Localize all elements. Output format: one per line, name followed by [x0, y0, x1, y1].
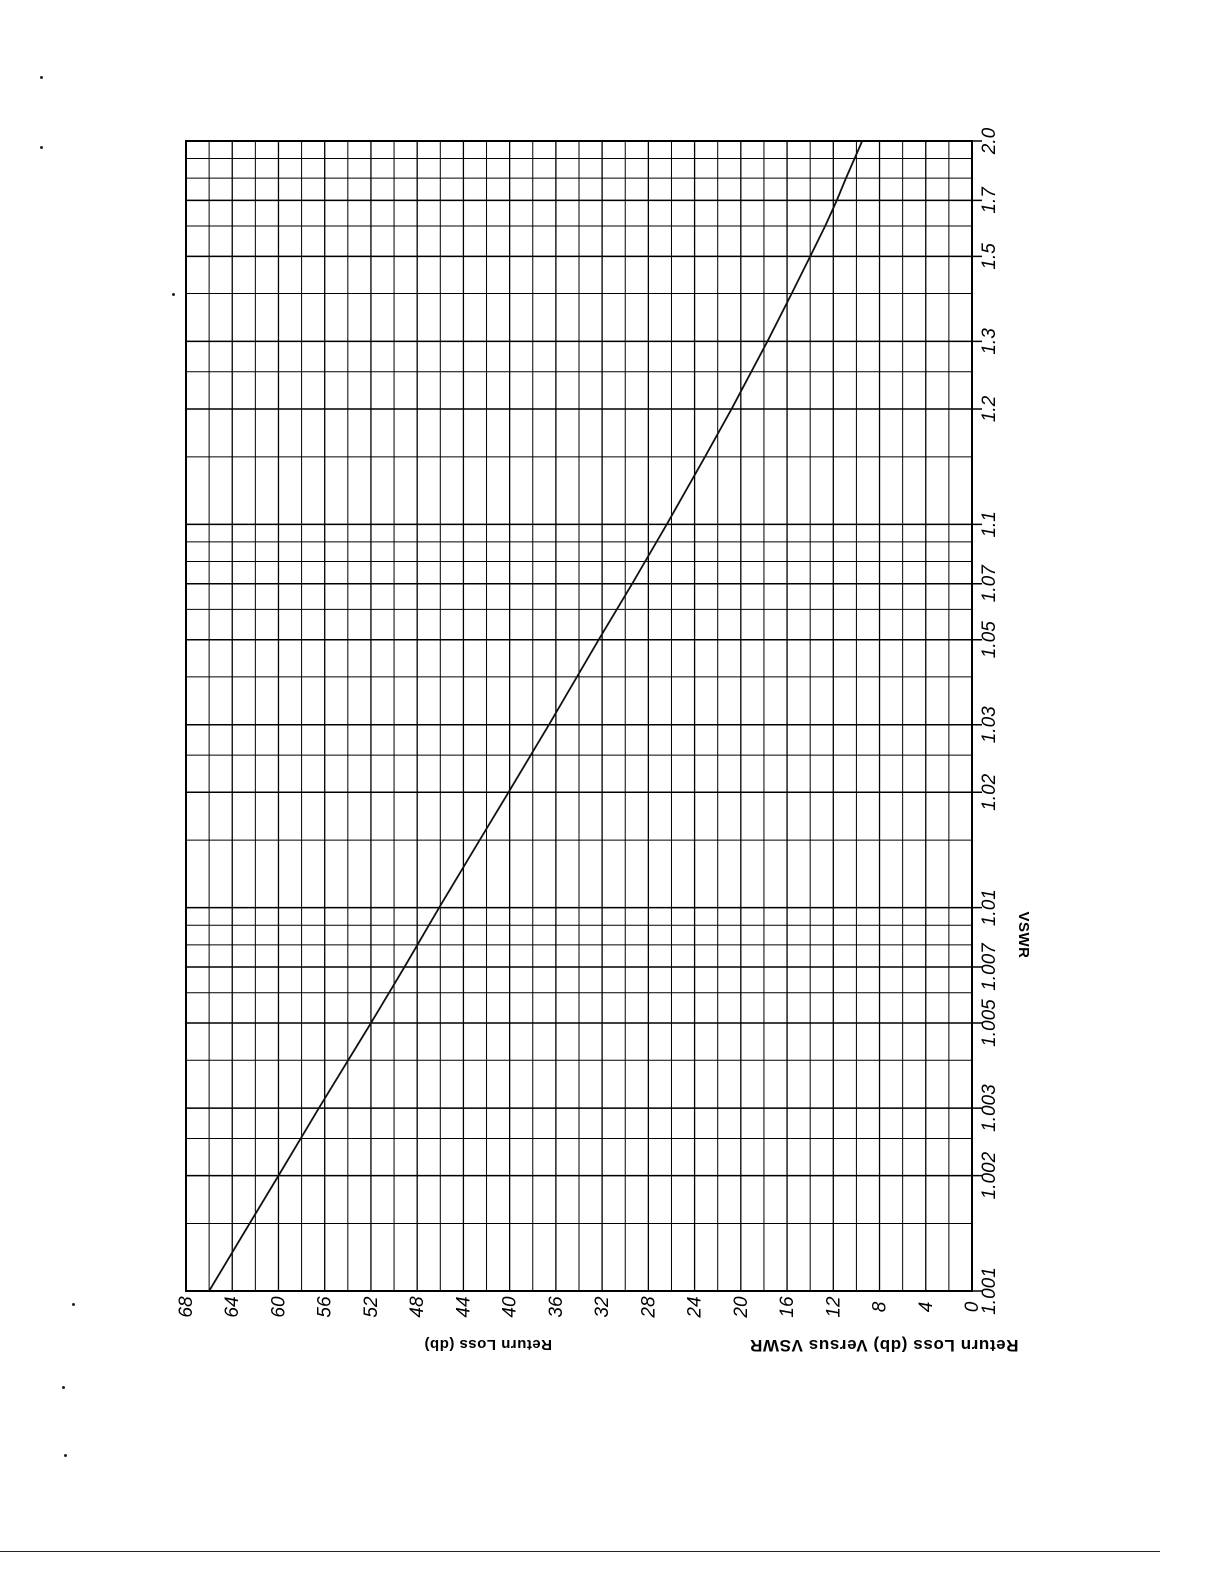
x-tick-label: 1.07 [979, 565, 1000, 603]
x-tick-label: 1.03 [979, 706, 1000, 744]
chart-grid-major [186, 141, 982, 1291]
x-tick-label: 2.0 [979, 127, 1000, 155]
y-tick-label: 0 [962, 1301, 983, 1313]
x-tick-label: 1.2 [979, 395, 1000, 423]
y-tick-label: 16 [777, 1296, 799, 1318]
x-tick-label: 1.5 [979, 243, 1000, 270]
y-axis-tick-labels [176, 1296, 983, 1319]
scan-speck [72, 1303, 75, 1306]
y-tick-label: 40 [499, 1296, 521, 1318]
y-tick-label: 48 [407, 1296, 429, 1318]
y-tick-label: 68 [176, 1296, 197, 1318]
y-tick-label: 64 [222, 1296, 244, 1318]
chart-title: Return Loss (db) Versus VSWR [749, 1336, 1019, 1355]
x-tick-label: 1.005 [979, 999, 1000, 1047]
x-axis-title: VSWR [1015, 911, 1032, 959]
x-tick-label: 1.7 [979, 187, 1000, 214]
y-tick-label: 36 [545, 1296, 567, 1318]
x-tick-label: 1.01 [979, 889, 1000, 927]
y-tick-label: 8 [869, 1301, 891, 1313]
x-tick-label: 1.05 [979, 621, 1000, 659]
page-bottom-rule [0, 1551, 1160, 1552]
y-axis-title: Return Loss (db) [424, 1336, 552, 1353]
y-tick-label: 12 [823, 1296, 845, 1318]
x-tick-label: 1.3 [979, 328, 1000, 355]
y-tick-label: 60 [268, 1296, 290, 1318]
x-axis-tick-labels [979, 127, 1000, 1314]
scan-speck [62, 1386, 65, 1389]
y-tick-label: 24 [684, 1296, 706, 1318]
scan-speck [40, 76, 43, 79]
scan-speck [40, 146, 43, 149]
y-tick-label: 20 [730, 1296, 752, 1318]
y-tick-label: 52 [360, 1296, 382, 1318]
x-tick-label: 1.007 [979, 943, 1000, 991]
y-tick-label: 32 [592, 1296, 614, 1318]
scan-speck [172, 293, 175, 296]
x-tick-label: 1.003 [979, 1084, 1000, 1132]
x-tick-label: 1.001 [979, 1267, 1000, 1315]
y-tick-label: 28 [638, 1296, 660, 1318]
chart-grid [186, 141, 972, 1291]
y-tick-label: 44 [453, 1296, 475, 1318]
x-tick-label: 1.02 [979, 773, 1000, 811]
x-tick-label: 1.1 [979, 511, 1000, 538]
y-tick-label: 56 [314, 1296, 336, 1318]
y-tick-label: 4 [915, 1301, 937, 1313]
scan-speck [64, 1454, 67, 1457]
x-tick-label: 1.002 [979, 1151, 1000, 1200]
